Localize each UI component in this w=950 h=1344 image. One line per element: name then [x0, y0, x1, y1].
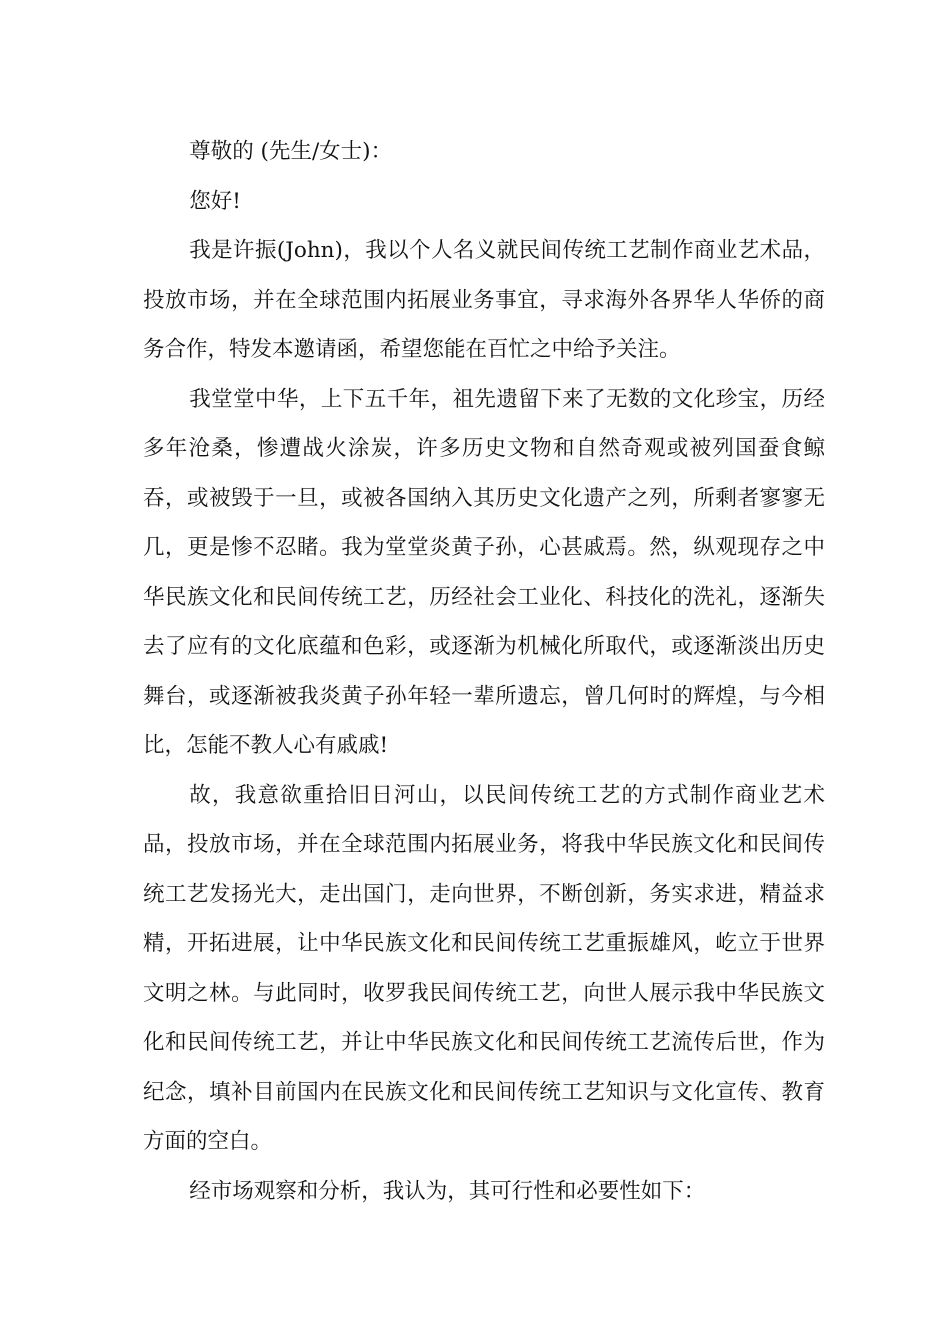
greeting: 您好! [189, 188, 241, 214]
paragraph-analysis-intro: 经市场观察和分析，我认为，其可行性和必要性如下： [189, 1178, 706, 1204]
paragraph-purpose: 故，我意欲重拾旧日河山，以民间传统工艺的方式制作商业艺术品，投放市场，并在全球范围内拓展业务，将我中华民族文化和民间传统工艺发扬光大，走出国门，走向世界，不断创新，务实求进，精益求精，开拓进展，让中华民族文化和民间传统工艺重振雄风，屹立于世界文明之林。与此同时，收罗我民间传统工艺，向世人展示我中华民族文化和民间传统工艺，并让中华民族文化和民间传统工艺流传后世，作为纪念，填补目前国内在民族文化和民间传统工艺知识与文化宣传、教育方面的空白。 [143, 782, 825, 1154]
salutation: 尊敬的 (先生/女士)： [189, 139, 393, 164]
paragraph-introduction: 我是许振(John)，我以个人名义就民间传统工艺制作商业艺术品，投放市场，并在全球范围内拓展业务事宜，寻求海外各界华人华侨的商务合作，特发本邀请函，希望您能在百忙之中给予关注。 [143, 238, 825, 362]
paragraph-heritage: 我堂堂中华，上下五千年，祖先遗留下来了无数的文化珍宝，历经多年沧桑，惨遭战火涂炭，许多历史文物和自然奇观或被列国蚕食鲸吞，或被毁于一旦，或被各国纳入其历史文化遗产之列，所剩者寥寥无几，更是惨不忍睹。我为堂堂炎黄子孙，心甚戚焉。然，纵观现存之中华民族文化和民间传统工艺，历经社会工业化、科技化的洗礼，逐渐失去了应有的文化底蕴和色彩，或逐渐为机械化所取代，或逐渐淡出历史舞台，或逐渐被我炎黄子孙年轻一辈所遗忘，曾几何时的辉煌，与今相比，怎能不教人心有戚戚! [143, 386, 825, 758]
letter-body [143, 127, 825, 1216]
